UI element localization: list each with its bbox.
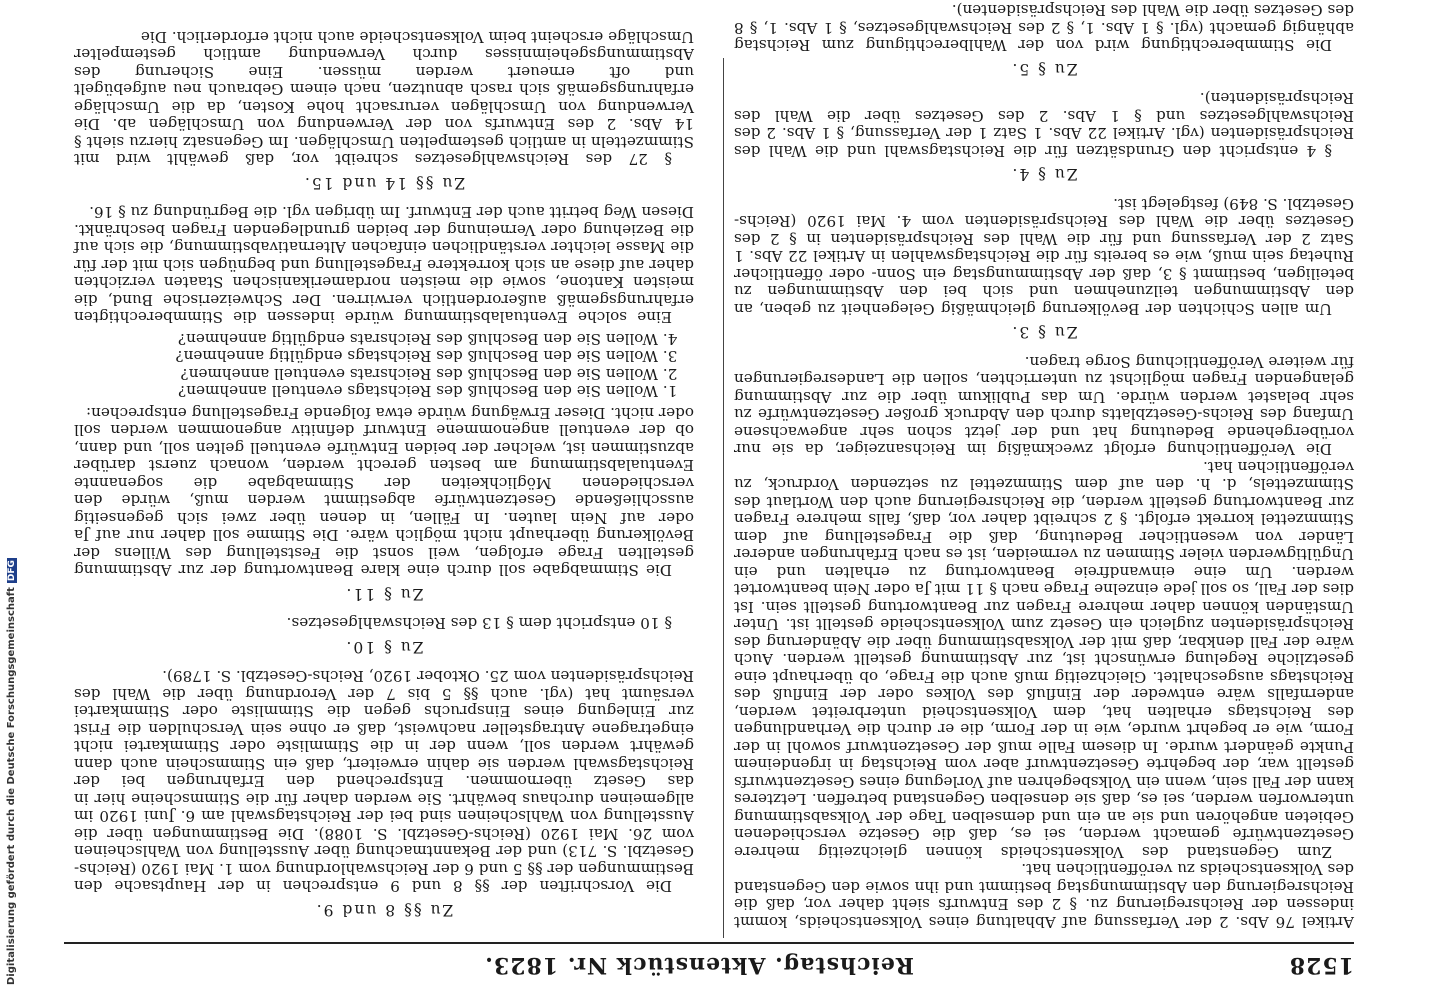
paragraph: Die Veröffentlichung erfolgt zweckmäßig im Reichsanzeiger, da sie nur vorübergehende Bedeutung hat und der jetzt schon sehr angewachsene Umfang des Reichs-Gesetzblatts durch den Abdruck großer Gesetzentwürfe zu sehr belastet werden würde. Um das Publikum über die zur Abstimmung gelangenden Fragen möglichst zu unterrichten, sollen die Landesregierungen für weitere Veröffentlichung Sorge tragen. — [734, 353, 1354, 459]
paragraph: Um allen Schichten der Bevölkerung gleichmäßig Gelegenheit zu geben, an den Abstimmungen teilzunehmen und sich bei den Abstimmungen zu beteiligen, bestimmt § 3, daß der Abstimmungstag ein Sonn- oder öffentlicher Ruhetag sein muß, wie es bereits für die Reichstagswahlen in Artikel 22 Abs. 1 Satz 2 der Verfassung und für die Wahl des Reichspräsidenten in § 2 des Gesetzes über die Wahl des Reichspräsidenten vom 4. Mai 1920 (Reichs-Gesetzbl. S. 849) festgelegt ist. — [734, 195, 1354, 318]
section-heading: Zu § 4. — [1010, 165, 1078, 184]
paragraph: Die Stimmberechtigung wird von der Wahlberechtigung zum Reichstag abhängig gemacht (vgl. § 1 Abs. 1, § 2 des Reichswahlgesetzes, § 1 Abs. 1, § 8 des Gesetzes über die Wahl des Reichspräsidenten). — [734, 1, 1354, 55]
paragraph: Artikel 76 Abs. 2 der Verfassung auf Abhaltung eines Volksentscheids, kommt indessen der Reichsregierung zu. § 2 des Entwurfs sieht daher vor, daß die Reichsregierung den Abstimmungstag bestimmt und ihn sowie den Gegenstand des Volksentscheids zu veröffentlichen hat. — [734, 860, 1354, 931]
page-header — [64, 944, 1354, 978]
list-item: 2. Wollen Sie den Beschluß des Reichsrats eventuell annehmen? — [74, 365, 658, 383]
dfg-logo: DFG — [7, 560, 17, 582]
section-heading: Zu § 10. — [344, 638, 424, 656]
column-divider — [723, 58, 724, 938]
section-heading: Zu § 3. — [1010, 323, 1078, 342]
paragraph: § 10 entspricht dem § 13 des Reichswahlgesetzes. — [286, 614, 672, 633]
question-list — [74, 330, 694, 400]
paragraph: Eine solche Eventualabstimmung würde indessen die Stimmberechtigten erfahrungsgemäß außerordentlich verwirren. Der Schweizerische Bund, die meisten Kantone, sowie die meisten nordamerikanischen Staaten verzichten daher auf diese an sich korrektere Fragestellung und begnügen sich mit der für die Masse leichter verständlichen einfachen Alternativabstimmung, die sich auf die Beziehung oder Verneinung der beiden grundlegenden Fragen beschränkt. Diesen Weg betritt auch der Entwurf. Im übrigen vgl. die Begründung zu § 16. — [74, 203, 694, 327]
right-column — [74, 28, 694, 930]
section-heading: Zu § 11. — [344, 585, 424, 603]
digitization-credit — [6, 558, 17, 985]
left-column — [734, 1, 1354, 931]
list-item: 1. Wollen Sie den Beschluß des Reichstags eventuell annehmen? — [74, 382, 658, 400]
paragraph: Die Vorschriften der §§ 8 und 9 entsprechen in der Hauptsache den Bestimmungen der §§ 5 und 6 der Reichswahlordnung vom 1. Mai 1920 (Reichs-Gesetzbl. S. 713) und der Bekanntmachung über Ausstellung von Wahlscheinen vom 26. Mai 1920 (Reichs-Gesetzbl. S. 1088). Die Bestimmungen über die Ausstellung von Wahlscheinen sind bei der Reichstagswahl am 6. Juni 1920 im allgemeinen durchaus bewährt. Sie werden daher für die Stimmscheine hier in das Gesetz übernommen. Entsprechend den Erfahrungen bei der Reichstagswahl werden sie dahin erweitert, daß ein Stimmschein auch dann gewährt werden soll, wenn der in die Stimmliste oder Stimmkartei nicht eingetragene Antragsteller nachweist, daß er ohne sein Verschulden die Frist zur Einlegung eines Einspruchs gegen die Stimmliste oder Stimmkartei versäumt hat (vgl. auch §§ 5 bis 7 der Verordnung über die Wahl des Reichspräsidenten vom 25. Oktober 1920, Reichs-Gesetzbl. S. 1789). — [74, 667, 694, 896]
paragraph: § 4 entspricht den Grundsätzen für die Reichstagswahl und die Wahl des Reichspräsidenten (vgl. Artikel 22 Abs. 1 Satz 1 der Verfassung, § 1 Abs. 2 des Reichswahlgesetzes und § 1 Abs. 2 des Gesetzes über die Wahl des Reichspräsidenten). — [734, 89, 1354, 160]
list-item: 4. Wollen Sie den Beschluß des Reichsrats endgültig annehmen? — [74, 330, 658, 348]
header-rule — [64, 942, 1354, 944]
paragraph: § 27 des Reichswahlgesetzes schreibt vor, daß gewählt wird mit Stimmzetteln in amtlich gestempelten Umschlägen. Im Gegensatz hierzu sieht § 14 Abs. 2 des Entwurfs von der Verwendung von Umschlägen ab. Die Verwendung von Umschlägen verursacht hohe Kosten, da die Umschläge erfahrungsgemäß sich rasch abnutzen, nach einem Gebrauch neu aufgebügelt und oft erneuert werden müssen. Eine Sicherung des Abstimmungsgeheimnisses durch Verwendung amtlich gestempelter Umschläge erscheint beim Volksentscheide auch nicht erforderlich. Die — [74, 28, 694, 169]
section-heading: Zu §§ 8 und 9. — [314, 901, 454, 919]
paragraph: Zum Gegenstand des Volksentscheids können gleichzeitig mehrere Gesetzentwürfe gemacht werden, sei es, daß die Gesetze verschiedenen Gebieten angehören und sie an ein und demselben Tage der Volksabstimmung unterworfen werden, sei es, daß sie denselben Gegenstand betreffen. Letzteres kann der Fall sein, wenn ein Volksbegehren auf Vorlegung eines Gesetzentwurfs gestellt war, der begehrte Gesetzentwurf aber vom Reichstag in irgendeinem Punkte geändert wurde. In diesem Falle muß der Gesetzentwurf sowohl in der Form, wie er begehrt wurde, wie in der Form, die er durch die Verhandlungen des Reichstags erhalten hat, dem Volksentscheid unterbreitet werden, andernfalls wäre entweder der Einfluß des Volkes oder der Einfluß des Reichstags ausgeschaltet. Gleichzeitig muß auch die Frage, ob überhaupt eine gesetzliche Regelung erwünscht ist, zur Abstimmung gestellt werden. Auch wäre der Fall denkbar, daß mit der Volksabstimmung über die Abänderung des Reichspräsidenten zugleich ein Gesetz zum Volksentscheide gestellt ist. Unter Umständen können daher mehrere Fragen zur Beantwortung gestellt sein. Ist dies der Fall, so soll jede einzelne Frage nach § 11 mit Ja oder Nein beantwortet werden. Um eine einwandfreie Beantwortung zu erhalten und ein Ungültigwerden vieler Stimmen zu vermeiden, ist es nach Erfahrungen anderer Länder von wesentlicher Bedeutung, daß die Fragestellung auf dem Stimmzettel korrekt erfolgt. § 2 schreibt daher vor, daß, falls mehrere Fragen zur Beantwortung gestellt werden, die Reichsregierung auch den Wortlaut des Stimmzettels, d. h. den auf dem Stimmzettel zu setzenden Vordruck, zu veröffentlichen hat. — [734, 458, 1354, 861]
page-title: Reichstag. Aktenstück Nr. 1823. — [484, 952, 914, 978]
digitization-credit-bar — [0, 0, 22, 1000]
section-heading: Zu §§ 14 und 15. — [302, 174, 466, 192]
section-heading: Zu § 5. — [1010, 60, 1078, 78]
paragraph: Die Stimmabgabe soll durch eine klare Beantwortung der zur Abstimmung gestellten Frage erfolgen, weil sonst die Feststellung des Willens der Bevölkerung überhaupt nicht möglich wäre. Die Stimme soll daher nur auf Ja oder auf Nein lauten. In Fällen, in denen über zwei sich gegenseitig ausschließende Gesetzentwürfe abgestimmt werden muß, würde den verschiedenen Möglichkeiten der Stimmabgabe die sogenannte Eventualabstimmung am besten gerecht werden, wonach zuerst darüber abzustimmen ist, welcher der beiden Entwürfe eventuell gelten soll, und dann, ob der eventuell angenommene Entwurf definitiv angenommen werden soll oder nicht. Dieser Erwägung würde etwa folgende Fragestellung entsprechen: — [74, 404, 694, 580]
page-number: 1528 — [1288, 952, 1354, 978]
list-item: 3. Wollen Sie den Beschluß des Reichstags endgültig annehmen? — [74, 347, 658, 365]
credit-text: Digitalisierung gefördert durch die Deutsche Forschungsgemeinschaft — [6, 587, 17, 985]
